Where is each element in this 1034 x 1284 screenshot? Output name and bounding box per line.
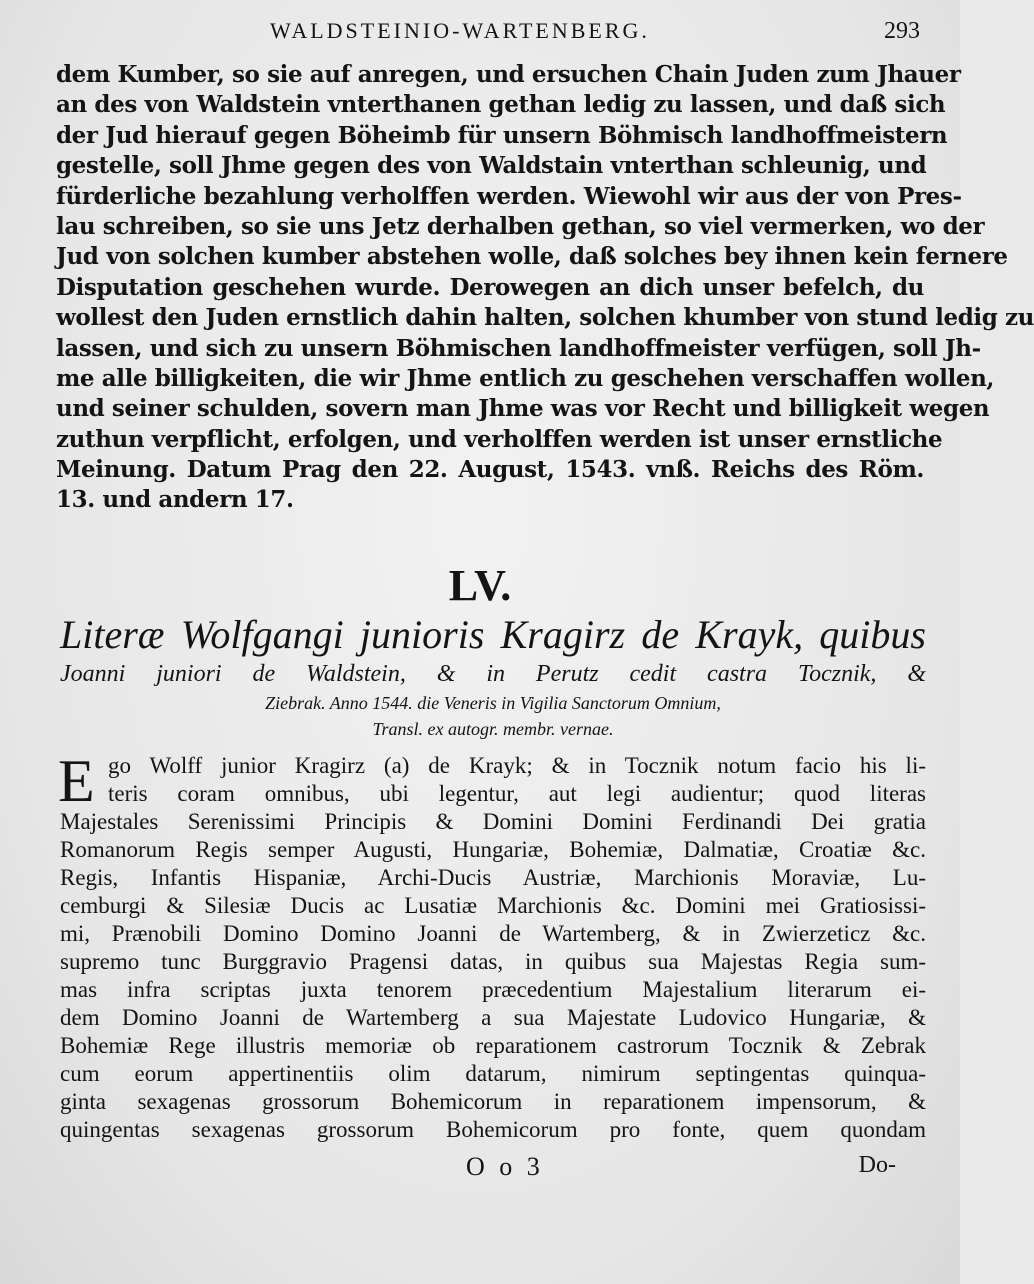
text-line: go Wolff junior Kragirz (a) de Krayk; & in Tocznik notum facio his li- (108, 753, 926, 778)
text-line: zuthun verpflicht, erfolgen, und verholffen werden ist unser ernstliche (56, 425, 943, 453)
text-line: gestelle, soll Jhme gegen des von Waldstain vnterthan schleunig, und (56, 152, 927, 180)
text-line: ginta sexagenas grossorum Bohemicorum in reparationem impensorum, & (60, 1089, 926, 1114)
signature-mark: O o 3 (466, 1152, 544, 1181)
text-line: dem Kumber, so sie auf anregen, und ersuchen Chain Juden zum Jhauer (56, 61, 961, 88)
running-title: WALDSTEINIO-WARTENBERG. (270, 18, 650, 43)
text-line: cum eorum appertinentiis olim datarum, nimirum septingentas quinqua- (60, 1061, 926, 1086)
text-line: Regis, Infantis Hispaniæ, Archi-Ducis Austriæ, Marchionis Moraviæ, Lu- (60, 865, 926, 890)
text-line: Jud von solchen kumber abstehen wolle, daß solches bey ihnen kein fernere (56, 243, 1008, 271)
text-line: der Jud hierauf gegen Böheimb für unsern Böhmisch landhoffmeistern (56, 121, 948, 149)
section-source-note: Transl. ex autogr. membr. vernae. (372, 719, 614, 739)
section-number: LV. (448, 561, 512, 610)
section-title-block (60, 612, 926, 742)
text-line: supremo tunc Burggravio Pragensi datas, in quibus sua Majestas Regia sum- (60, 949, 926, 974)
text-line: Majestales Serenissimi Principis & Domini Domini Ferdinandi Dei gratia (60, 809, 926, 834)
catchword: Do- (858, 1152, 896, 1178)
text-line: dem Domino Joanni de Wartemberg a sua Majestate Ludovico Hungariæ, & (60, 1005, 926, 1030)
text-line: 13. und andern 17. (56, 486, 294, 514)
page-number: 293 (884, 18, 920, 44)
section-subtitle: Joanni juniori de Waldstein, & in Perutz cedit castra Tocznik, & (60, 661, 926, 687)
text-line: me alle billigkeiten, die wir Jhme entlich zu geschehen verschaffen wollen, (56, 364, 995, 392)
text-line: Disputation geschehen wurde. Derowegen an dich unser befelch, du (56, 273, 924, 301)
text-line: mas infra scriptas juxta tenorem præcedentium Majestalium literarum ei- (60, 977, 926, 1002)
text-line: wollest den Juden ernstlich dahin halten, solchen khumber von stund ledig zu (56, 304, 1034, 332)
text-line: an des von Waldstein vnterthanen gethan ledig zu lassen, und daß sich (56, 91, 946, 119)
text-line: mi, Prænobili Domino Domino Joanni de Wartemberg, & in Zwierzeticz &c. (60, 921, 926, 946)
text-line: Romanorum Regis semper Augusti, Hungariæ, Bohemiæ, Dalmatiæ, Croatiæ &c. (60, 837, 926, 862)
latin-body-text (58, 748, 926, 1144)
section-title: Literæ Wolfgangi junioris Kragirz de Krayk, quibus (60, 612, 926, 657)
text-line: lassen, und sich zu unsern Böhmischen landhoffmeister verfügen, soll Jh- (56, 334, 981, 362)
text-line: Meinung. Datum Prag den 22. August, 1543. vnß. Reichs des Röm. (56, 456, 924, 484)
text-line: und seiner schulden, sovern man Jhme was vor Recht und billigkeit wegen (56, 395, 990, 423)
text-line: lau schreiben, so sie uns Jetz derhalben gethan, so viel vermerken, wo der (56, 212, 985, 240)
fraktur-text-block (56, 60, 1034, 516)
drop-cap: E (58, 748, 95, 814)
page-footer (0, 1152, 960, 1182)
section-date-line: Ziebrak. Anno 1544. die Veneris in Vigilia Sanctorum Omnium, (265, 693, 721, 713)
text-line: Bohemiæ Rege illustris memoriæ ob reparationem castrorum Tocznik & Zebrak (60, 1033, 926, 1058)
text-line: quingentas sexagenas grossorum Bohemicorum pro fonte, quem quondam (60, 1117, 926, 1142)
text-line: fürderliche bezahlung verholffen werden. Wiewohl wir aus der von Pres- (56, 182, 962, 210)
text-line: teris coram omnibus, ubi legentur, aut legi audientur; quod literas (108, 781, 926, 806)
text-line: cemburgi & Silesiæ Ducis ac Lusatiæ Marchionis &c. Domini mei Gratiosissi- (60, 893, 926, 918)
